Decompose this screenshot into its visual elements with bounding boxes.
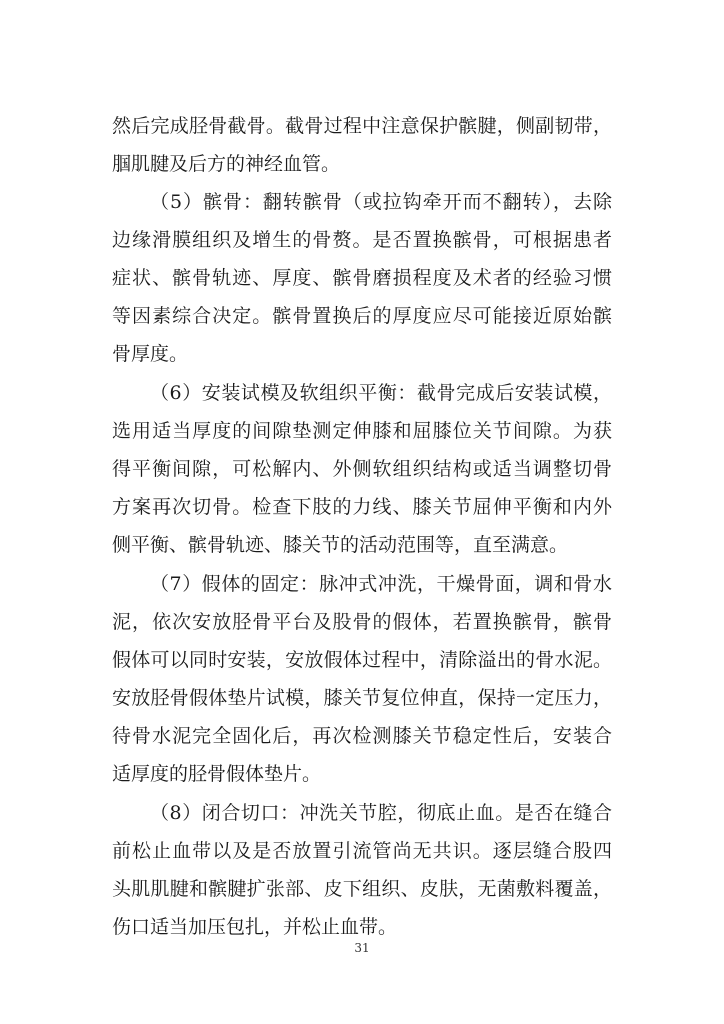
text-line: 头肌肌腱和髌腱扩张部、皮下组织、皮肤，无菌敷料覆盖， (112, 878, 612, 900)
text-line: 腘肌腱及后方的神经血管。 (112, 153, 341, 175)
text-line: （6）安装试模及软组织平衡：截骨完成后安装试模， (150, 382, 612, 404)
text-line: 安放胫骨假体垫片试模，膝关节复位伸直，保持一定压力， (112, 687, 612, 709)
text-line: 适厚度的胫骨假体垫片。 (112, 763, 322, 785)
text-line: 症状、髌骨轨迹、厚度、髌骨磨损程度及术者的经验习惯 (112, 267, 612, 289)
text-line: 得平衡间隙，可松解内、外侧软组织结构或适当调整切骨 (112, 458, 612, 480)
text-line: 边缘滑膜组织及增生的骨赘。是否置换髌骨，可根据患者 (112, 229, 612, 251)
text-line: （8）闭合切口：冲洗关节腔，彻底止血。是否在缝合 (150, 802, 612, 824)
text-line: 侧平衡、髌骨轨迹、膝关节的活动范围等，直至满意。 (112, 534, 569, 556)
text-line: 然后完成胫骨截骨。截骨过程中注意保护髌腱，侧副韧带， (112, 115, 612, 137)
text-line: 待骨水泥完全固化后，再次检测膝关节稳定性后，安装合 (112, 725, 612, 747)
text-line: 等因素综合决定。髌骨置换后的厚度应尽可能接近原始髌 (112, 305, 612, 327)
text-line: 选用适当厚度的间隙垫测定伸膝和屈膝位关节间隙。为获 (112, 420, 612, 442)
text-line: 前松止血带以及是否放置引流管尚无共识。逐层缝合股四 (112, 840, 612, 862)
text-line: （7）假体的固定：脉冲式冲洗，干燥骨面，调和骨水 (150, 573, 612, 595)
text-line: 骨厚度。 (112, 343, 189, 365)
page-number: 31 (354, 941, 370, 955)
text-line: 伤口适当加压包扎，并松止血带。 (112, 916, 398, 938)
text-line: 方案再次切骨。检查下肢的力线、膝关节屈伸平衡和内外 (112, 496, 612, 518)
text-line: 假体可以同时安装，安放假体过程中，清除溢出的骨水泥。 (112, 649, 612, 671)
text-line: 泥，依次安放胫骨平台及股骨的假体，若置换髌骨，髌骨 (112, 611, 612, 633)
text-line: （5）髌骨：翻转髌骨（或拉钩牵开而不翻转），去除 (150, 191, 612, 213)
